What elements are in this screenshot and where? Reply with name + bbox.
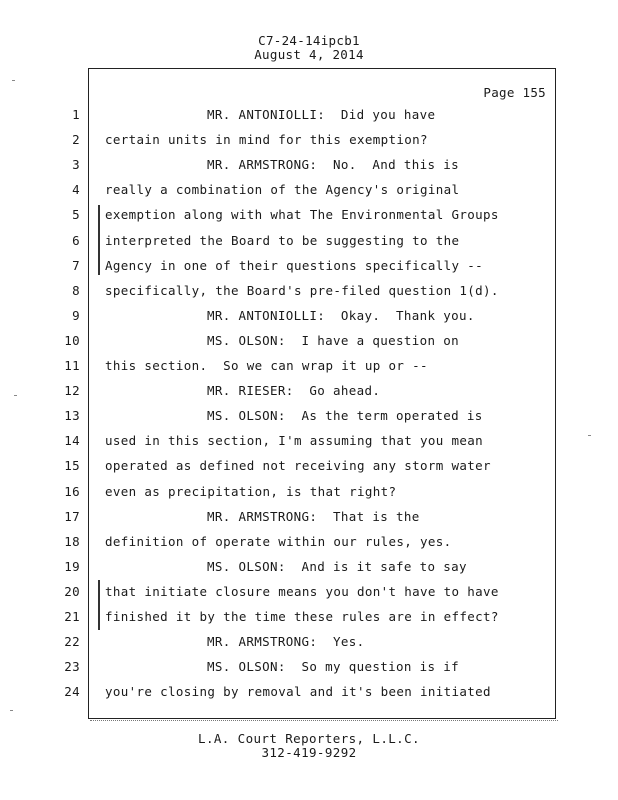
line-number: 5 (72, 207, 80, 223)
line-number: 23 (64, 659, 80, 675)
scan-speck (12, 80, 15, 81)
transcript-line (0, 233, 618, 258)
line-number: 19 (64, 558, 80, 574)
line-text: really a combination of the Agency's original (105, 182, 460, 198)
line-text: MR. ANTONIOLLI: Okay. Thank you. (207, 307, 475, 323)
line-text: definition of operate within our rules, yes. (105, 533, 452, 549)
transcript-line (0, 484, 618, 509)
line-text: certain units in mind for this exemption? (105, 132, 428, 148)
line-text: that initiate closure means you don't have to have (105, 583, 499, 599)
transcript-line (0, 584, 618, 609)
reporter-phone: 312-419-9292 (261, 745, 357, 760)
transcript-line (0, 132, 618, 157)
transcript-line (0, 207, 618, 232)
line-text: used in this section, I'm assuming that you mean (105, 433, 484, 449)
line-text: MS. OLSON: As the term operated is (207, 408, 483, 424)
reporter-company: L.A. Court Reporters, L.L.C. (198, 731, 420, 746)
transcript-line (0, 333, 618, 358)
frame-bottom-edge (90, 716, 558, 721)
scan-speck (14, 395, 17, 396)
line-text: MR. ANTONIOLLI: Did you have (207, 107, 436, 122)
transcript-line (0, 182, 618, 207)
transcript-line (0, 559, 618, 584)
line-text: MR. ARMSTRONG: Yes. (207, 634, 365, 650)
line-text: interpreted the Board to be suggesting to the (105, 232, 460, 248)
transcript-line (0, 283, 618, 308)
scan-speck (588, 435, 591, 436)
line-number: 15 (64, 458, 80, 474)
line-number: 11 (64, 358, 80, 373)
scan-speck (10, 710, 13, 711)
transcript-line (0, 684, 618, 709)
transcript-line (0, 157, 618, 182)
line-number: 10 (64, 332, 80, 348)
line-text: exemption along with what The Environmental Groups (105, 207, 499, 223)
transcript-line (0, 509, 618, 534)
transcript-line (0, 534, 618, 559)
transcript-line (0, 609, 618, 634)
line-number: 6 (72, 232, 80, 248)
line-text: MR. RIESER: Go ahead. (207, 383, 381, 399)
transcript-line (0, 458, 618, 483)
line-text: this section. So we can wrap it up or -- (105, 358, 428, 373)
document-date: August 4, 2014 (254, 47, 364, 62)
line-text: operated as defined not receiving any storm water (105, 458, 491, 474)
page-number: Page 155 (483, 85, 546, 100)
line-text: specifically, the Board's pre-filed question 1(d). (105, 282, 499, 298)
transcript-line (0, 107, 618, 132)
line-text: even as precipitation, is that right? (105, 483, 397, 499)
line-number: 20 (64, 583, 80, 599)
line-text: you're closing by removal and it's been initiated (105, 684, 491, 700)
line-number: 13 (64, 408, 80, 424)
line-number: 2 (72, 132, 80, 148)
line-number: 21 (64, 609, 80, 624)
document-id: C7-24-14ipcb1 (258, 33, 360, 48)
line-number: 4 (72, 182, 80, 198)
line-number: 1 (72, 107, 80, 122)
transcript-line (0, 358, 618, 383)
transcript-line (0, 634, 618, 659)
transcript-line (0, 383, 618, 408)
line-number: 7 (72, 257, 80, 273)
transcript-line (0, 258, 618, 283)
line-number: 18 (64, 533, 80, 549)
transcript-line (0, 659, 618, 684)
line-number: 3 (72, 157, 80, 173)
line-number: 16 (64, 483, 80, 499)
line-text: MR. ARMSTRONG: No. And this is (207, 157, 460, 173)
line-text: MS. OLSON: I have a question on (207, 332, 460, 348)
transcript-line (0, 408, 618, 433)
line-number: 24 (64, 684, 80, 700)
line-number: 17 (64, 508, 80, 524)
transcript-line (0, 308, 618, 333)
transcript-line (0, 433, 618, 458)
line-number: 12 (64, 383, 80, 399)
line-text: MS. OLSON: So my question is if (207, 659, 460, 675)
line-number: 9 (72, 307, 80, 323)
line-text: MR. ARMSTRONG: That is the (207, 508, 420, 524)
line-text: MS. OLSON: And is it safe to say (207, 558, 467, 574)
line-number: 22 (64, 634, 80, 650)
line-text: Agency in one of their questions specifically -- (105, 257, 484, 273)
line-number: 14 (64, 433, 80, 449)
line-text: finished it by the time these rules are in effect? (105, 609, 499, 624)
line-number: 8 (72, 282, 80, 298)
